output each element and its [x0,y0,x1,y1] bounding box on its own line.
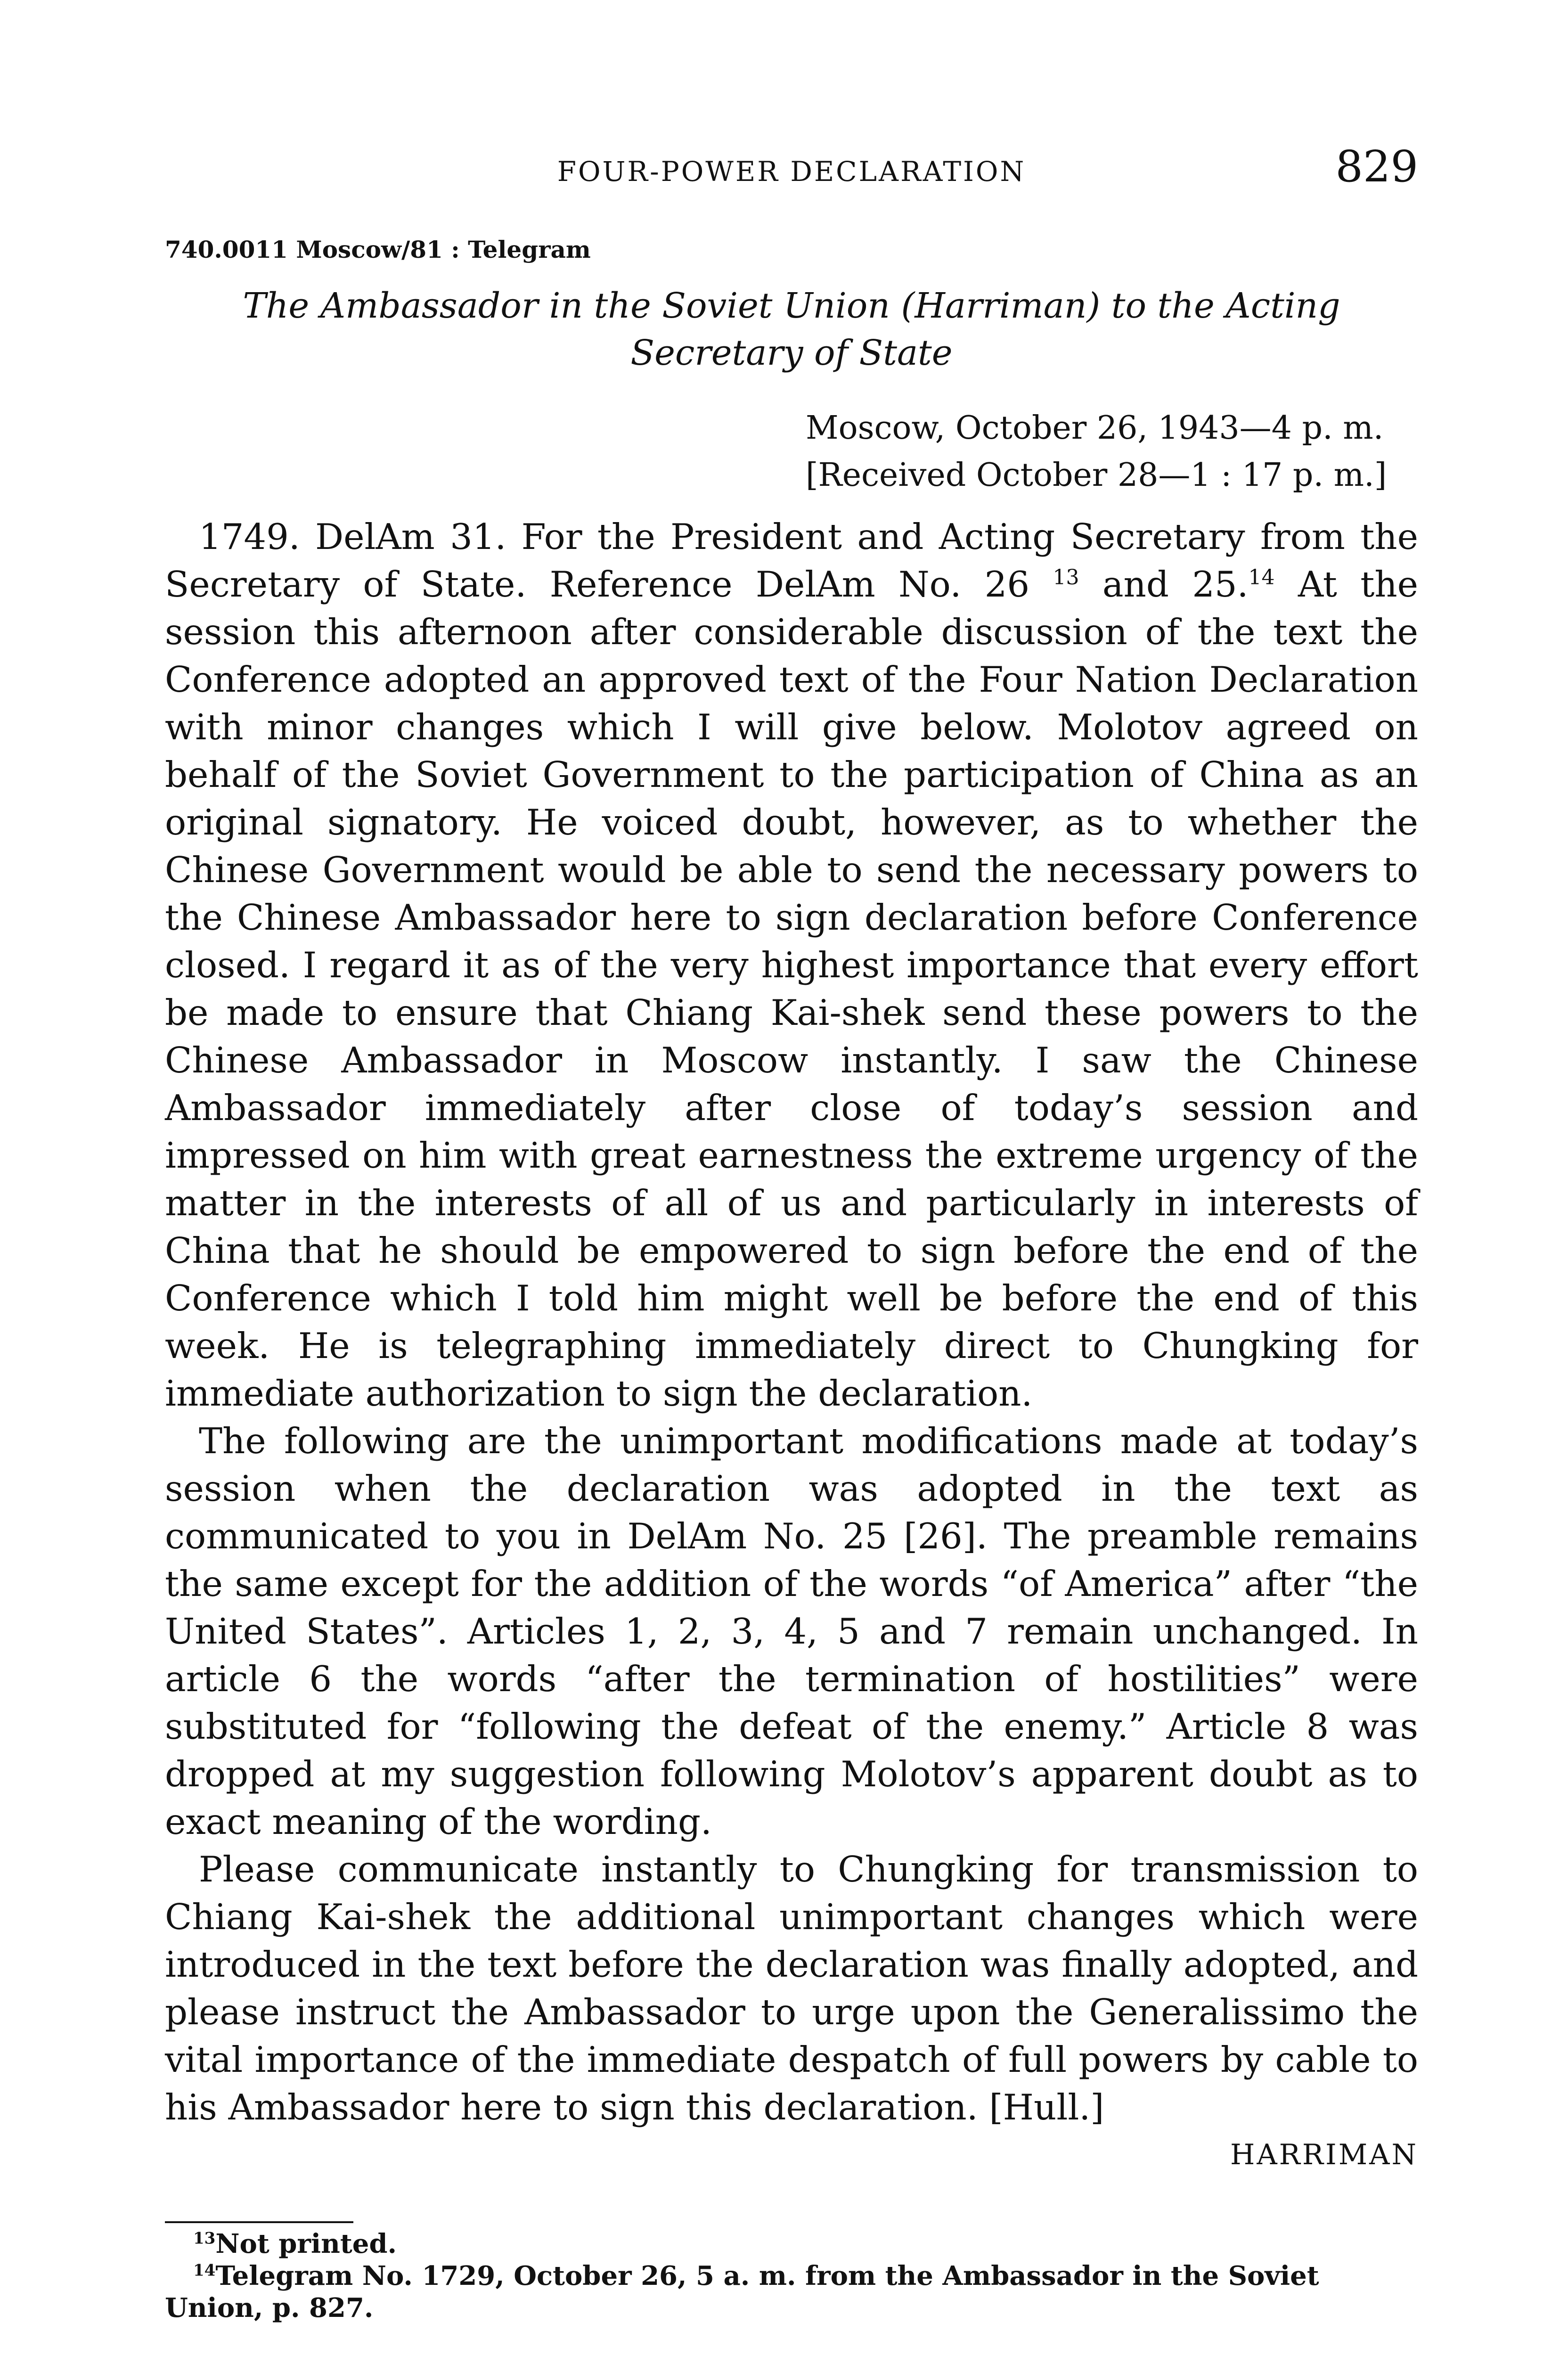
paragraph-1-mid: and 25. [1102,564,1249,605]
paragraph-1 [165,513,1418,1417]
footnote-divider [165,2221,353,2223]
dateline-block [165,405,1418,499]
paragraph-1-start: 1749. DelAm 31. For the President and Acting Secretary from the Secretary of State. Reference DelAm No. 26 [165,516,1418,605]
footnote-13-text: Not printed. [215,2228,397,2259]
footnote-13 [165,2228,1418,2260]
footnote-ref-14[interactable]: 14 [1248,565,1275,589]
document-page [165,141,1418,2324]
running-header [165,141,1418,207]
footnote-ref-13[interactable]: 13 [1053,565,1079,589]
page-number: 829 [1335,141,1418,192]
received-line: [Received October 28—1 : 17 p. m.] [806,457,1387,494]
telegram-body [165,513,1418,2179]
file-reference: 740.0011 Moscow/81 : Telegram [165,236,591,263]
footnote-14-text: Telegram No. 1729, October 26, 5 a. m. from the Ambassador in the Soviet Union, p. 827. [165,2260,1319,2323]
document-title: The Ambassador in the Soviet Union (Harriman) to the Acting Secretary of State [243,286,1340,373]
paragraph-2: The following are the unimportant modifications made at today’s session when the declaration was adopted in the text as communicated to you in DelAm No. 25 [26]. The preamble remains the same except for the addition of the words “of America” after “the United States”. Articles 1, 2, 3, 4, 5 and 7 remain unchanged. In article 6 the words “after the termination of hostilities” were substituted for “following the defeat of the enemy.” Article 8 was dropped at my suggestion following Molotov’s apparent doubt as to exact meaning of the wording. [165,1420,1418,1842]
signature: HARRIMAN [1230,2138,1418,2171]
footnote-14-marker: 14 [193,2261,216,2280]
footnote-13-marker: 13 [193,2229,216,2248]
footnotes [165,2228,1418,2324]
paragraph-3: Please communicate instantly to Chungking for transmission to Chiang Kai-shek the additional unimportant changes which were introduced in the text before the declaration was finally adopted, and please instruct the Ambassador to urge upon the Generalissimo the vital importance of the immediate despatch of full powers by cable to his Ambassador here to sign this declaration. [Hull.] [165,1849,1418,2128]
dateline: Moscow, October 26, 1943—4 p. m. [806,409,1384,447]
footnote-14 [165,2260,1418,2324]
running-title: FOUR-POWER DECLARATION [557,155,1026,188]
paragraph-1-rest: At the session this afternoon after considerable discussion of the text the Conference adopted an approved text of the Four Nation Declaration with minor changes which I will give below. Molotov agreed on behalf of the Soviet Government to the participation of China as an original signatory. He voiced doubt, however, as to whether the Chinese Government would be able to send the necessary powers to the Chinese Ambassador here to sign declaration before Conference closed. I regard it as of the very highest importance that every effort be made to ensure that Chiang Kai-shek send these powers to the Chinese Ambassador in Moscow instantly. I saw the Chinese Ambassador immediately after close of today’s session and impressed on him with great earnestness the extreme urgency of the matter in the interests of all of us and particularly in interests of China that he should be empowered to sign before the end of the Conference which I told him might well be before the end of this week. He is telegraphing immediately direct to Chungking for immediate authorization to sign the declaration. [165,564,1419,1414]
